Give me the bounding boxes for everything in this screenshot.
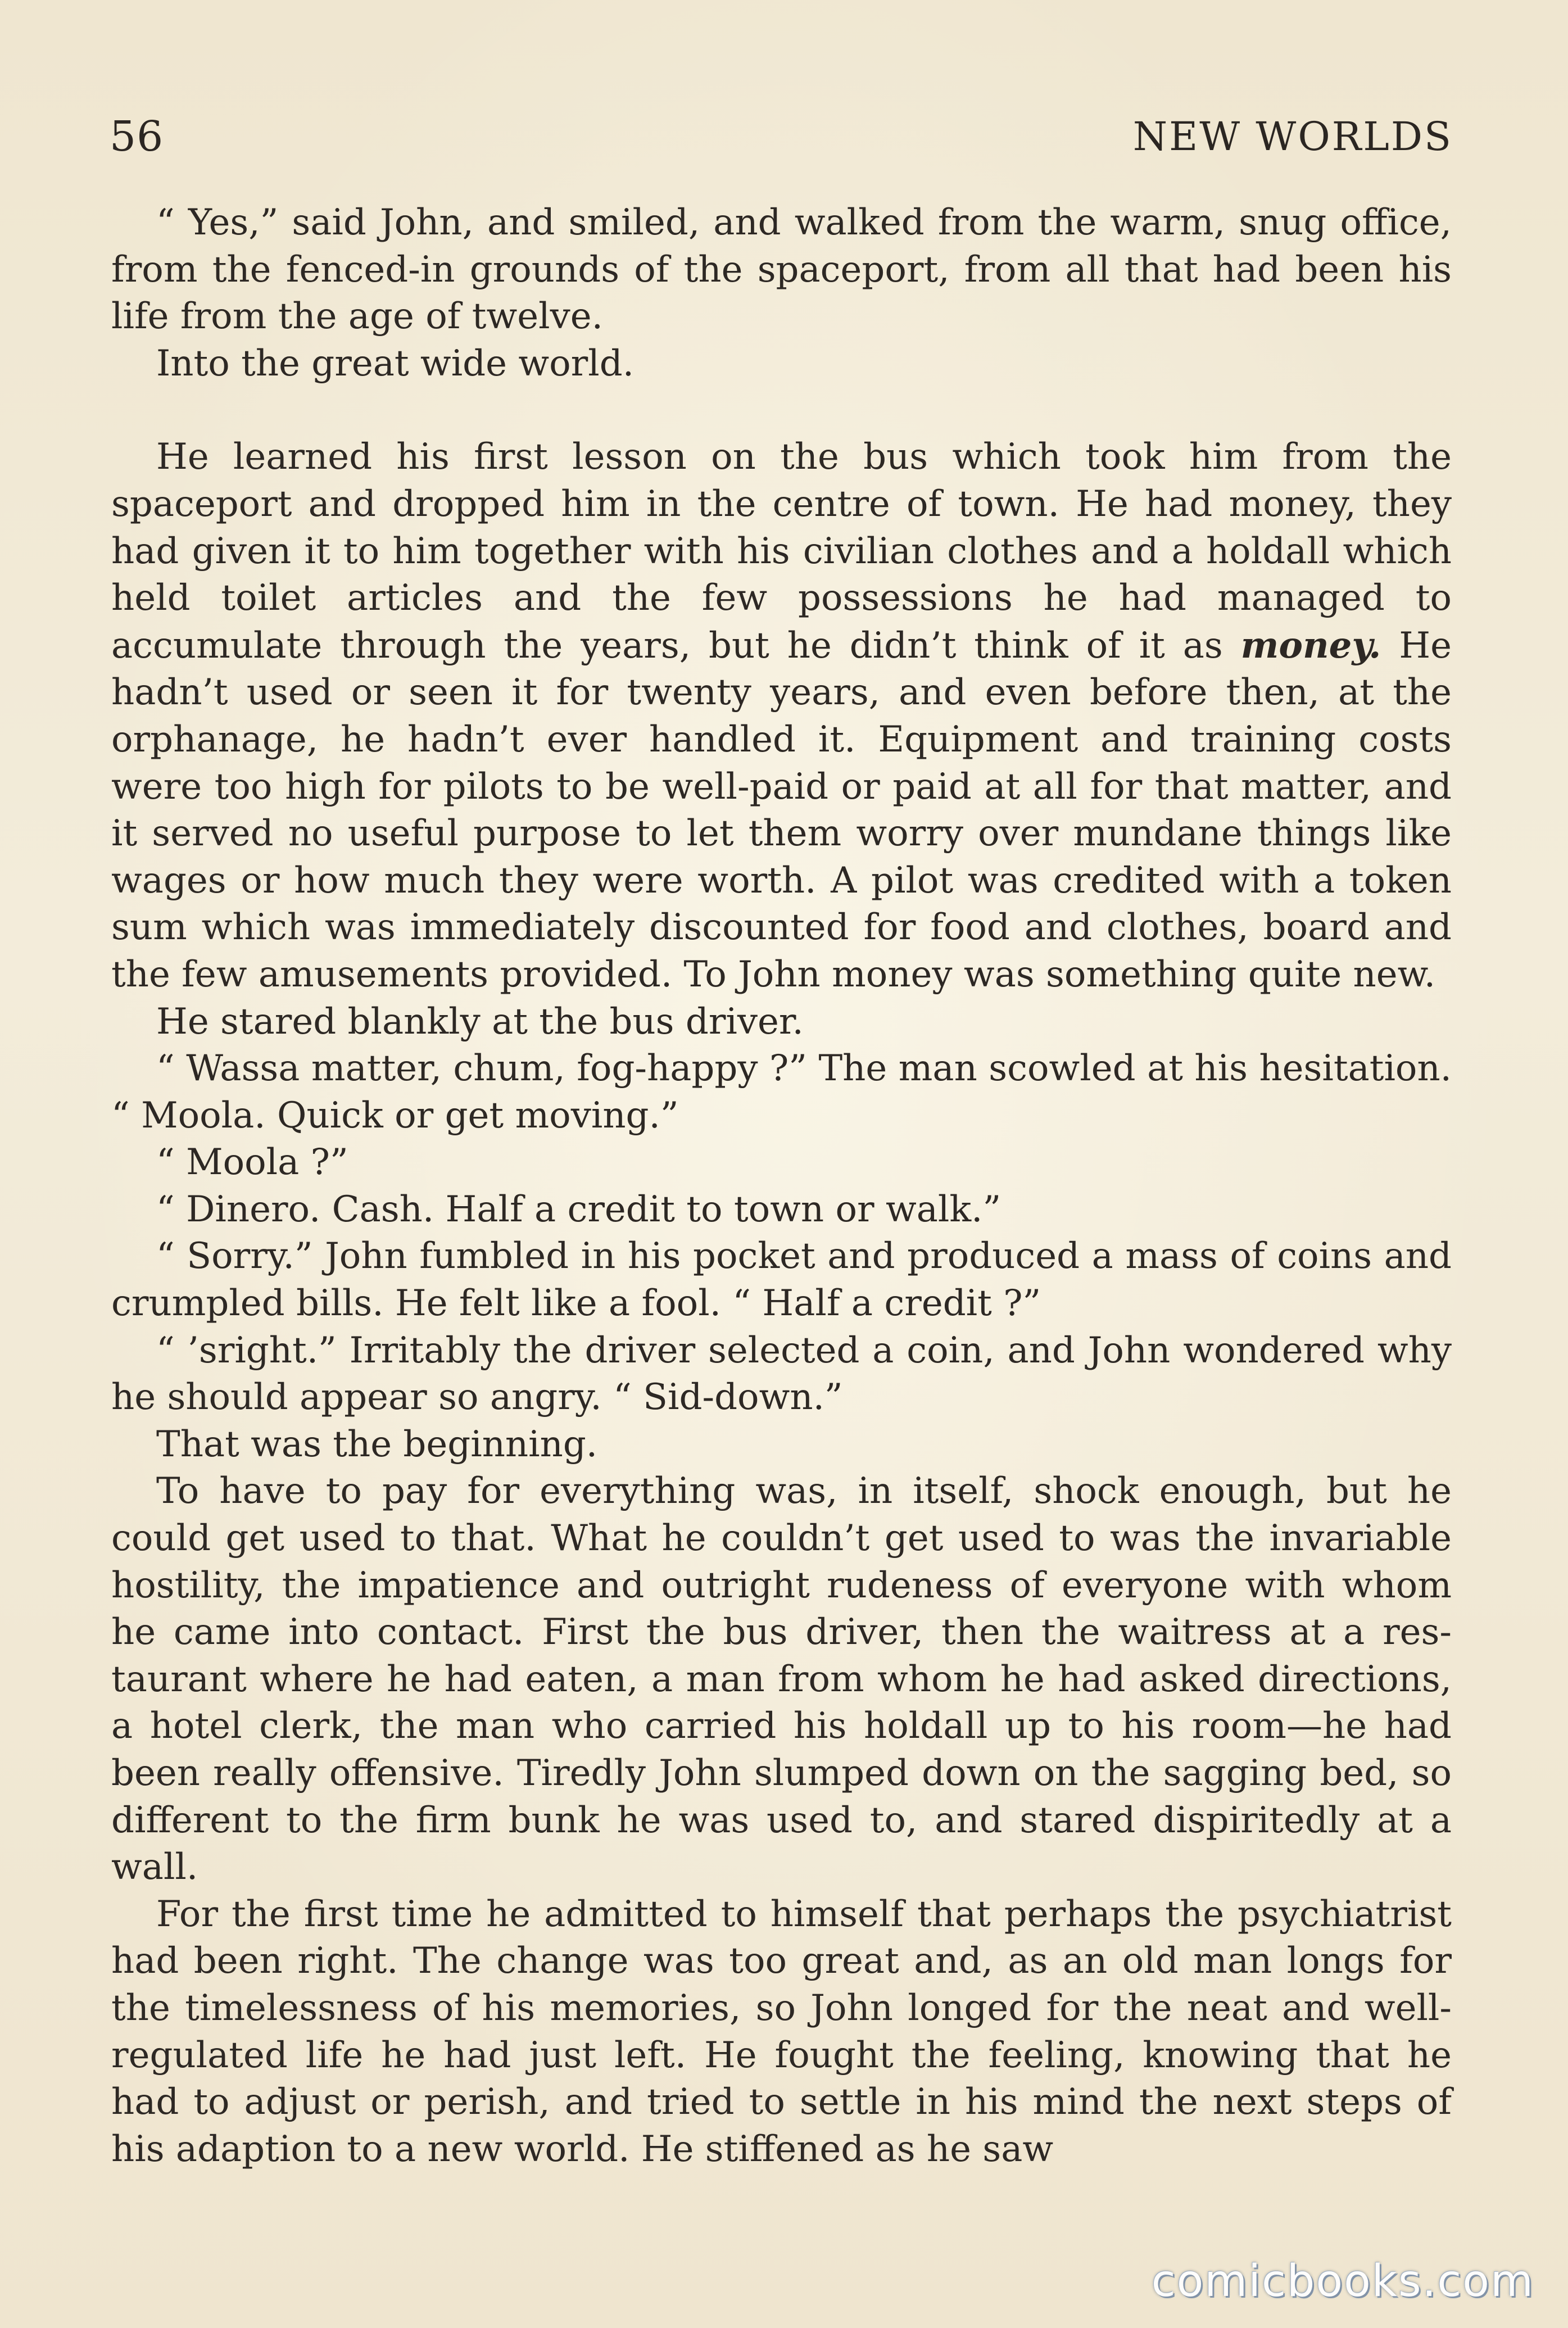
paragraph: He stared blankly at the bus driver. — [156, 1000, 804, 1043]
paragraph: To have to pay for everything was, in itself, shock enough, but he could get used to that. What he couldn’t get used to was the invariable hostility, the impatience and outright rudeness of everyone with whom he came into contact. First the bus driver, then the waitress at a restaurant where he had eaten, a man from whom he had asked directions, a hotel clerk, the man who carried his holdall up to his room—he had been really offensive. Tiredly John slumped down on the sagging bed, so different to the firm bunk he was used to, and stared dispiritedly at a wall. — [111, 1470, 1452, 1888]
page-number: 56 — [110, 112, 164, 161]
paragraph: “ Sorry.” John fumbled in his pocket and produced a mass of coins and crumpled bills. He felt like a fool. “ Half a credit ?” — [111, 1235, 1452, 1325]
page-header — [110, 106, 1453, 167]
paragraph: Into the great wide world. — [156, 342, 635, 384]
paragraph: For the first time he admitted to himself that perhaps the psychiatrist had been right. The change was too great and, as an old man longs for the timelessness of his memories, so John longed for the neat and well-regulated life he had just left. He fought the feeling, knowing that he had to adjust or perish, and tried to settle in his mind the next steps of his adaption to a new world. He stiffened as he saw — [111, 1893, 1452, 2170]
paragraph: That was the beginning. — [156, 1423, 598, 1465]
running-title: NEW WORLDS — [1132, 114, 1453, 160]
paragraph: “ ’sright.” Irritably the driver selected a coin, and John wondered why he should appear so angry. “ Sid-down.” — [111, 1329, 1452, 1419]
paragraph: “ Dinero. Cash. Half a credit to town or walk.” — [156, 1188, 1001, 1230]
paragraph: “ Moola ?” — [156, 1142, 348, 1184]
paragraph-text: He hadn’t used or seen it for twenty years, and even before then, at the orphanage, he hadn’t ever handled it. Equipment and training costs were too high for pilots to be well-paid or paid at all for that matter, and it served no useful purpose to let them worry over mundane things like wages or how much they were worth. A pilot was credited with a token sum which was immediately discounted for food and clothes, board and the few amusements provided. To John money was something quite new. — [111, 624, 1452, 995]
paragraph — [111, 434, 1452, 998]
paragraph: “ Wassa matter, chum, fog-happy ?” The man scowled at his hesitation. “ Moola. Quick or get moving.” — [111, 1048, 1452, 1136]
emphasized-word: money. — [1240, 624, 1381, 667]
paragraph: “ Yes,” said John, and smiled, and walked from the warm, snug office, from the fenced-in grounds of the spaceport, from all that had been his life from the age of twelve. — [111, 202, 1452, 338]
paragraph-text: He learned his first lesson on the bus which took him from the spaceport and dropped him in the centre of town. He had money, they had given it to him together with his civilian clothes and a holdall which held toilet articles and the few possessions he had managed to accumulate through the years, but he didn’t think of it as — [111, 436, 1452, 667]
watermark-logo: comicbooks.com — [1151, 2256, 1534, 2307]
story-text — [111, 200, 1452, 2173]
